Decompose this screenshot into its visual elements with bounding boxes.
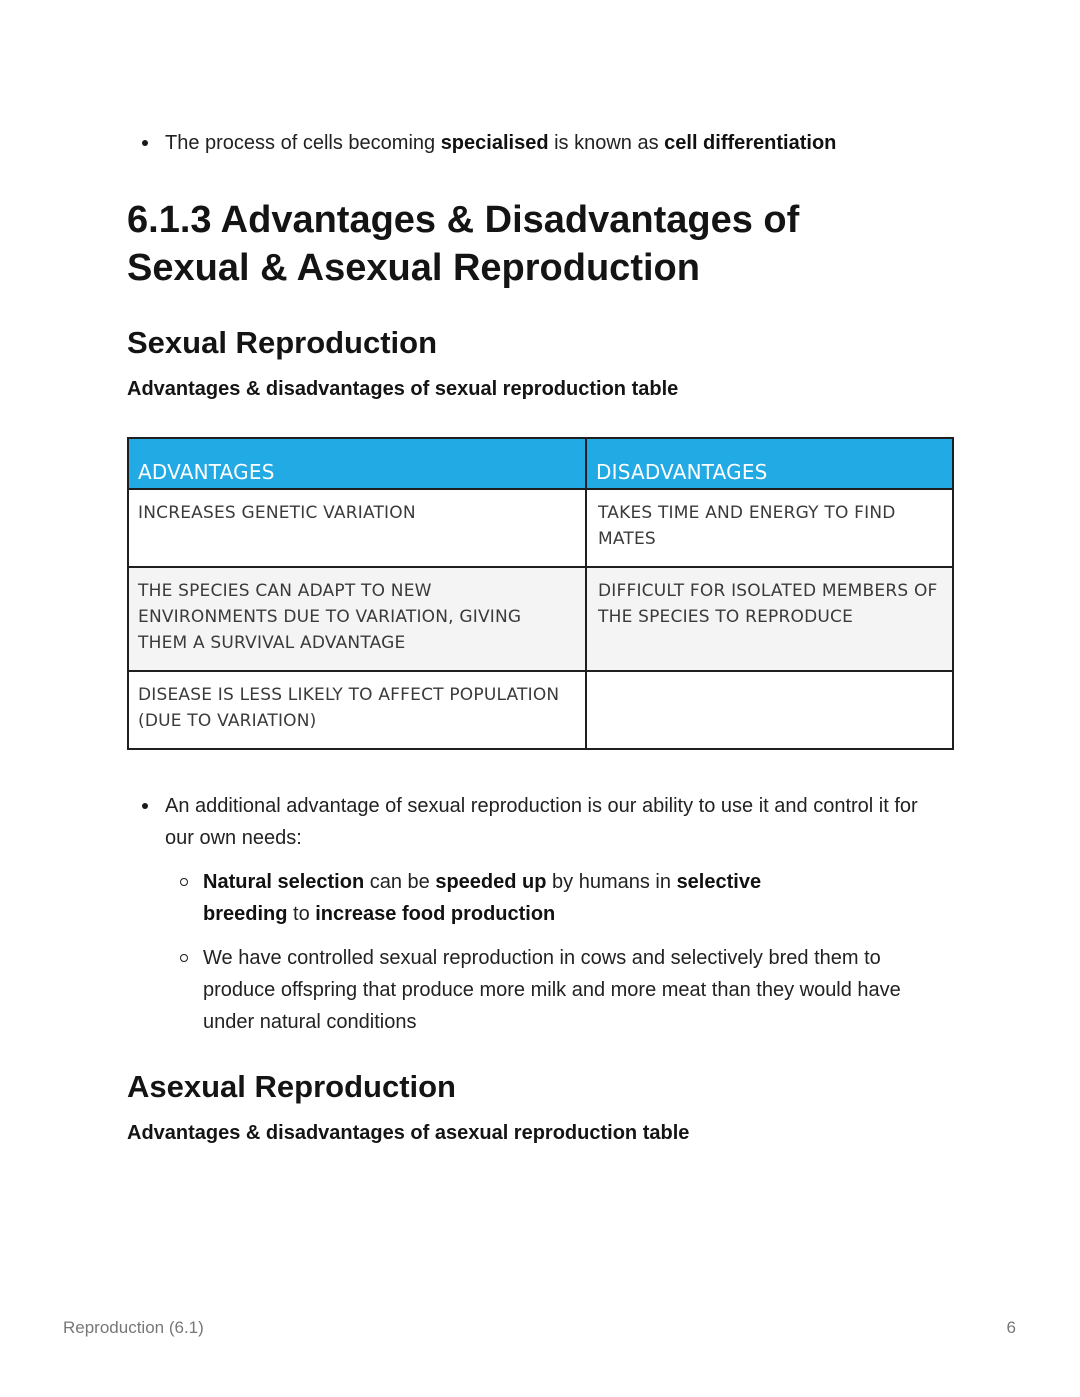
bullet-dot xyxy=(142,140,148,146)
section-title-line-2: Sexual & Asexual Reproduction xyxy=(127,247,700,289)
footer-chapter-label: Reproduction (6.1) xyxy=(63,1318,204,1337)
section-title xyxy=(127,196,927,292)
table-cell: TAKES TIME AND ENERGY TO FIND MATES xyxy=(586,489,953,567)
additional-advantage-text: An additional advantage of sexual reproduction is our ability to use it and control it for our own needs: xyxy=(165,795,918,849)
table-cell: THE SPECIES CAN ADAPT TO NEW ENVIRONMENTS DUE TO VARIATION, GIVING THEM A SURVIVAL ADVANTAGE xyxy=(128,567,586,671)
sexual-table-caption: Advantages & disadvantages of sexual reproduction table xyxy=(127,378,679,400)
table-row xyxy=(128,671,953,749)
header-disadvantages: DISADVANTAGES xyxy=(586,438,953,489)
header-advantages: ADVANTAGES xyxy=(128,438,586,489)
sub-bullet-2-text: We have controlled sexual reproduction in cows and selectively bred them to produce offspring that produce more milk and more meat than they would have under natural conditions xyxy=(203,947,901,1033)
page-number: 6 xyxy=(1006,1318,1016,1337)
additional-advantage-bullet xyxy=(142,790,942,854)
section-title-line-1: 6.1.3 Advantages & Disadvantages of xyxy=(127,199,800,241)
sub-bullet-ring xyxy=(180,954,188,962)
sub-bullet-ring xyxy=(180,878,188,886)
table-cell: DIFFICULT FOR ISOLATED MEMBERS OF THE SPECIES TO REPRODUCE xyxy=(586,567,953,671)
sub-bullet-cows xyxy=(180,942,950,1038)
term-specialised: specialised xyxy=(440,132,549,154)
term-cell-differentiation: cell differentiation xyxy=(664,132,837,154)
table-row xyxy=(128,567,953,671)
intro-bullet xyxy=(142,127,1022,159)
table-header-row xyxy=(128,438,953,489)
table-cell xyxy=(586,671,953,749)
table-cell: INCREASES GENETIC VARIATION xyxy=(128,489,586,567)
sexual-reproduction-table xyxy=(127,437,954,750)
sexual-reproduction-heading: Sexual Reproduction xyxy=(127,325,438,360)
asexual-table-caption: Advantages & disadvantages of asexual reproduction table xyxy=(127,1122,690,1144)
sub-bullet-selective-breeding xyxy=(180,866,830,930)
sub-bullet-1-text: Natural selection can be speeded up by humans in selective breeding to increase food production xyxy=(203,871,762,925)
intro-bullet-text: The process of cells becoming specialised is known as cell differentiation xyxy=(165,132,837,154)
bullet-dot xyxy=(142,803,148,809)
table-cell: DISEASE IS LESS LIKELY TO AFFECT POPULATION (DUE TO VARIATION) xyxy=(128,671,586,749)
asexual-reproduction-heading: Asexual Reproduction xyxy=(127,1069,456,1104)
table-row xyxy=(128,489,953,567)
